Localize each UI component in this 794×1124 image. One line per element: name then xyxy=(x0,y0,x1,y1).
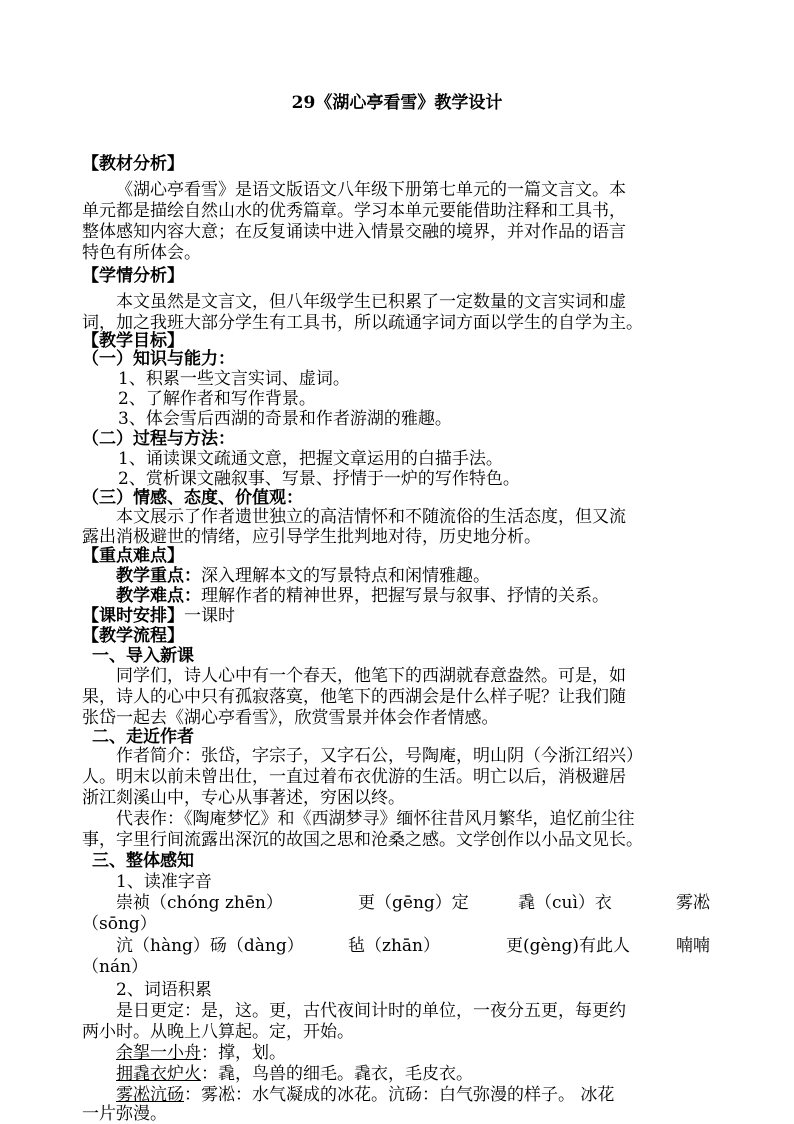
vocab-definition: ：毳，鸟兽的细毛。毳衣，毛皮衣。 xyxy=(201,1064,473,1084)
paragraph-line: 浙江剡溪山中，专心从事著述，穷困以终。 xyxy=(82,788,405,808)
focus-text: 深入理解本文的写景特点和闲情雅趣。 xyxy=(201,566,490,586)
vocab-item xyxy=(116,1064,473,1084)
vocab-term: 雾凇沆砀 xyxy=(116,1085,184,1105)
vocab-continued: 一片弥漫。 xyxy=(82,1104,167,1124)
vocab-definition: ：雾凇：水气凝成的冰花。沆砀：白气弥漫的样子。 冰花 xyxy=(184,1085,615,1105)
vocab-item xyxy=(116,1085,614,1105)
paragraph-line: 整体感知内容大意；在反复诵读中进入情景交融的境界，并对作品的语言 xyxy=(82,222,626,242)
pronunciation-item: 毳（cuì）衣 xyxy=(518,893,612,913)
list-item: 3、体会雪后西湖的奇景和作者游湖的雅趣。 xyxy=(118,409,452,429)
paragraph-line: 事，字里行间流露出深沉的故国之思和沧桑之感。文学创作以小品文见长。 xyxy=(82,830,643,850)
pronunciation-item: 崇祯（chóng zhēn） xyxy=(116,893,283,913)
pronunciation-continued: （sōng） xyxy=(82,914,157,934)
difficulty-text: 理解作者的精神世界，把握写景与叙事、抒情的关系。 xyxy=(201,586,609,606)
schedule-row xyxy=(82,606,235,626)
subheading-emotion: （三）情感、态度、价值观： xyxy=(82,488,303,508)
pronunciation-item: 毡（zhān） xyxy=(348,936,440,956)
sub-heading: 1、读准字音 xyxy=(116,872,212,892)
section-heading-key-points: 【重点难点】 xyxy=(82,546,184,566)
paragraph-line: 张岱一起去《湖心亭看雪》，欣赏雪景并体会作者情感。 xyxy=(82,708,499,728)
sub-heading: 2、词语积累 xyxy=(116,980,212,1000)
list-item: 1、积累一些文言实词、虚词。 xyxy=(118,369,350,389)
difficulty-label: 教学难点： xyxy=(116,586,201,606)
pronunciation-continued: （nán） xyxy=(82,957,149,977)
document-title: 29《湖心亭看雪》教学设计 xyxy=(291,93,503,113)
paragraph-line: 特色有所体会。 xyxy=(82,243,201,263)
section-heading-schedule: 【课时安排】 xyxy=(82,606,184,626)
vocab-line: 两小时。从晚上八算起。定，开始。 xyxy=(82,1022,354,1042)
paragraph-line: 《湖心亭看雪》是语文版语文八年级下册第七单元的一篇文言文。本 xyxy=(116,180,626,200)
step-heading: 一、导入新课 xyxy=(92,646,194,666)
paragraph-line: 作者简介：张岱，字宗子，又字石公，号陶庵，明山阴（今浙江绍兴） xyxy=(116,746,643,766)
schedule-text: 一课时 xyxy=(184,606,235,626)
paragraph-line: 果，诗人的心中只有孤寂落寞，他笔下的西湖会是什么样子呢？让我们随 xyxy=(82,687,626,707)
paragraph-line: 词，加之我班大部分学生有工具书，所以疏通字词方面以学生的自学为主。 xyxy=(82,313,643,333)
list-item: 2、赏析课文融叙事、写景、抒情于一炉的写作特色。 xyxy=(118,469,520,489)
step-heading: 三、整体感知 xyxy=(92,851,194,871)
subheading-knowledge: （一）知识与能力： xyxy=(82,349,235,369)
list-item: 1、诵读课文疏通文意，把握文章运用的白描手法。 xyxy=(118,449,503,469)
vocab-term: 拥毳衣炉火 xyxy=(116,1064,201,1084)
paragraph-line: 露出消极避世的情绪，应引导学生批判地对待，历史地分析。 xyxy=(82,527,541,547)
pronunciation-item: 更(gèng)有此人 xyxy=(506,936,631,956)
vocab-item xyxy=(116,1043,286,1063)
pronunciation-item: 雾凇 xyxy=(676,893,710,913)
subheading-process: （二）过程与方法： xyxy=(82,429,235,449)
paragraph-line: 同学们，诗人心中有一个春天，他笔下的西湖就春意盎然。可是，如 xyxy=(116,666,626,686)
pronunciation-item: 喃喃 xyxy=(676,936,710,956)
section-heading-process: 【教学流程】 xyxy=(82,626,184,646)
section-heading-goals: 【教学目标】 xyxy=(82,331,184,351)
section-heading-textbook: 【教材分析】 xyxy=(82,154,184,174)
section-heading-students: 【学情分析】 xyxy=(82,266,184,286)
difficulty-row xyxy=(116,586,609,606)
paragraph-line: 代表作：《陶庵梦忆》和《西湖梦寻》缅怀往昔风月繁华，追忆前尘往 xyxy=(116,809,635,829)
pronunciation-item: 沆（hàng）砀（dàng） xyxy=(116,936,304,956)
vocab-term: 余挐一小舟 xyxy=(116,1043,201,1063)
list-item: 2、了解作者和写作背景。 xyxy=(118,389,316,409)
vocab-line: 是日更定：是，这。更，古代夜间计时的单位，一夜分五更，每更约 xyxy=(116,1001,626,1021)
step-heading: 二、走近作者 xyxy=(92,727,194,747)
paragraph-line: 人。明末以前未曾出仕，一直过着布衣优游的生活。明亡以后，消极避居 xyxy=(82,767,626,787)
vocab-definition: ：撑，划。 xyxy=(201,1043,286,1063)
focus-row xyxy=(116,566,490,586)
pronunciation-item: 更（gēng）定 xyxy=(358,893,469,913)
paragraph-line: 本文展示了作者遗世独立的高洁情怀和不随流俗的生活态度，但又流 xyxy=(116,507,626,527)
focus-label: 教学重点： xyxy=(116,566,201,586)
paragraph-line: 单元都是描绘自然山水的优秀篇章。学习本单元要能借助注释和工具书， xyxy=(82,201,626,221)
paragraph-line: 本文虽然是文言文，但八年级学生已积累了一定数量的文言实词和虚 xyxy=(116,292,626,312)
